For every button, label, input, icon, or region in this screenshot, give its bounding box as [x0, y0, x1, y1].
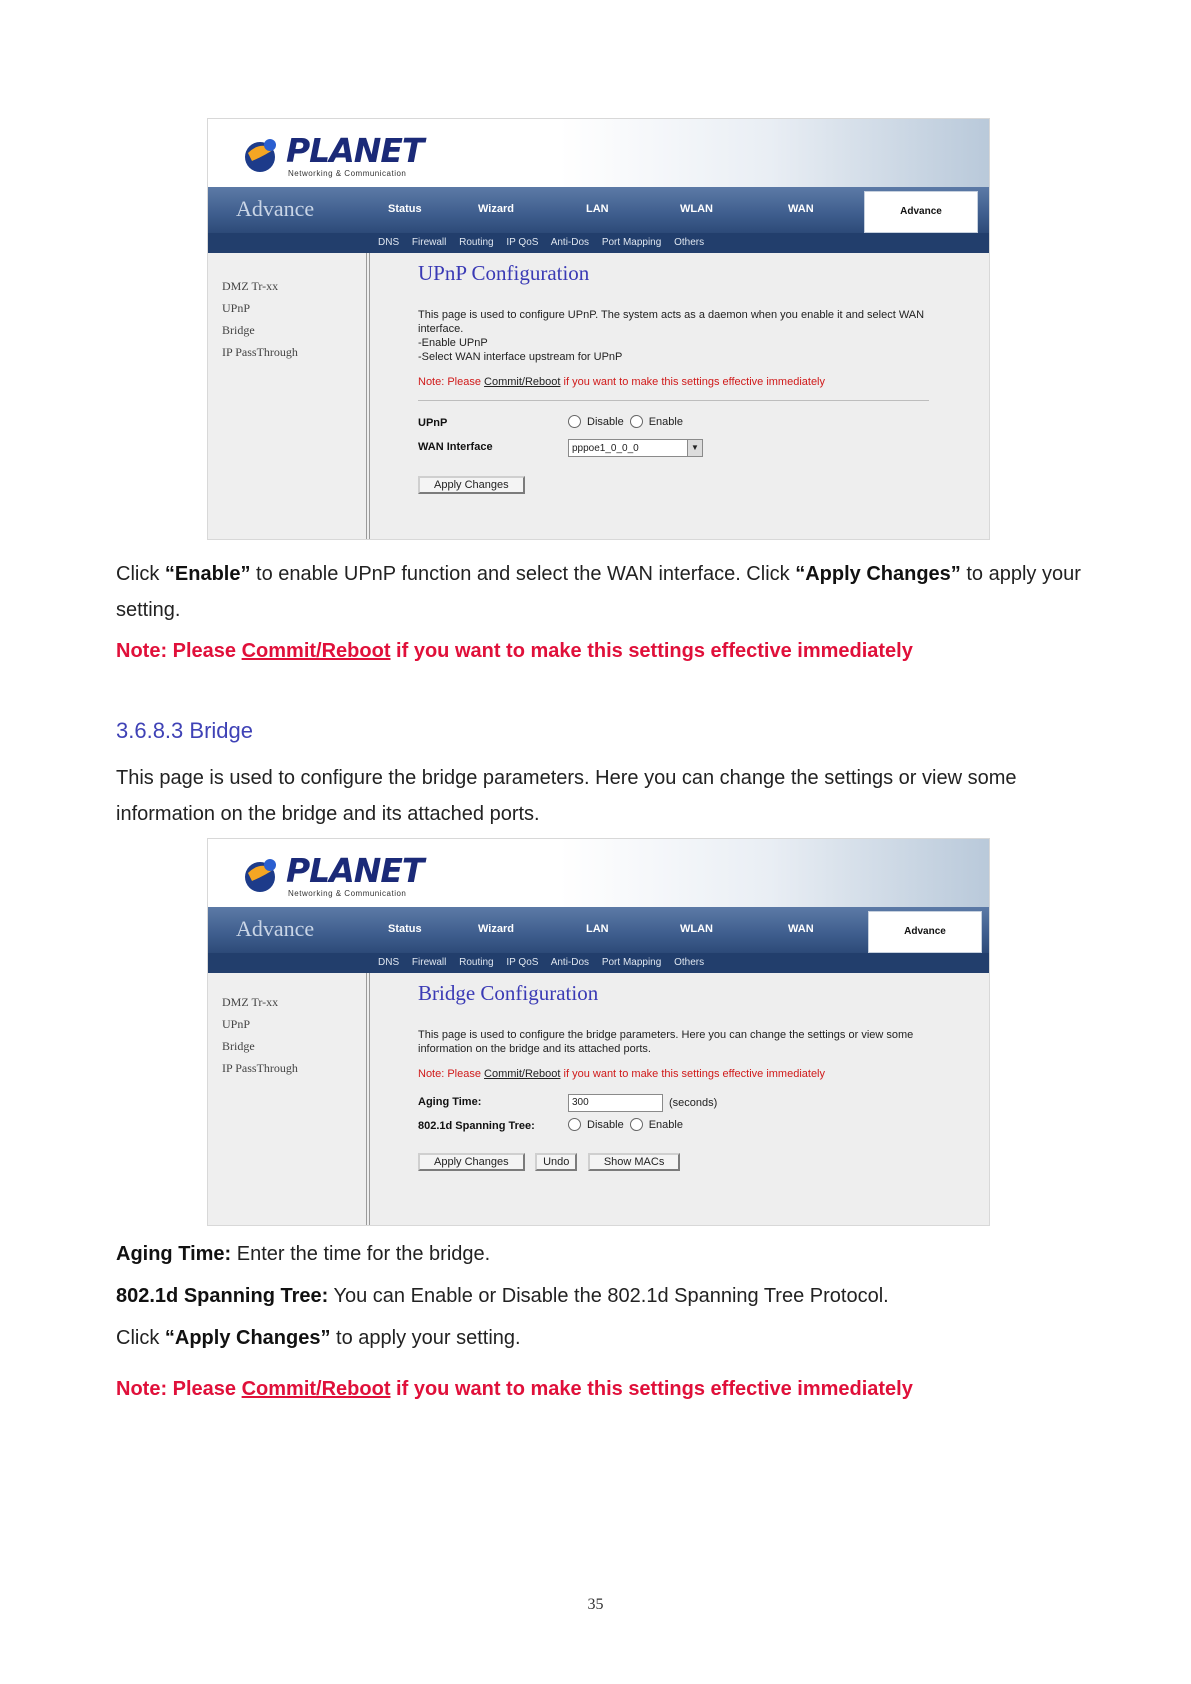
- panel-note: Note: Please Commit/Reboot if you want to make this settings effective immediately: [418, 376, 826, 388]
- tab-wan[interactable]: WAN: [788, 923, 814, 935]
- main-nav: [208, 907, 989, 953]
- sidebar-item-ip-passthrough[interactable]: IP PassThrough: [222, 1061, 298, 1075]
- show-macs-button[interactable]: Show MACs: [588, 1153, 681, 1171]
- section-label: Advance: [236, 916, 315, 941]
- stp-enable-radio[interactable]: [630, 1118, 643, 1131]
- globe-icon: [242, 855, 282, 895]
- subnav-routing[interactable]: Routing: [459, 237, 494, 248]
- sidebar-item-dmz[interactable]: DMZ Tr-xx: [222, 995, 279, 1009]
- tab-wan[interactable]: WAN: [788, 203, 814, 215]
- aging-time-input[interactable]: 300: [568, 1094, 663, 1112]
- content-panel: [418, 261, 929, 494]
- commit-reboot-link[interactable]: Commit/Reboot: [241, 640, 391, 662]
- router-header: [208, 839, 989, 907]
- upnp-instructions: Click “Enable” to enable UPnP function and select the WAN interface. Click “Apply Changes” to apply your setting.: [116, 563, 1081, 621]
- sidebar-item-ip-passthrough[interactable]: IP PassThrough: [222, 345, 298, 359]
- tab-advance[interactable]: Advance: [864, 191, 978, 233]
- planet-logo: [242, 849, 424, 901]
- sidebar-item-upnp[interactable]: UPnP: [222, 301, 251, 315]
- tab-wizard[interactable]: Wizard: [478, 203, 514, 215]
- subnav-routing[interactable]: Routing: [459, 957, 494, 968]
- bridge-screenshot: [207, 838, 990, 1226]
- router-header: [208, 119, 989, 187]
- upnp-note: Note: Please Commit/Reboot if you want to make this settings effective immediately: [116, 640, 913, 662]
- globe-icon: [242, 135, 282, 175]
- bridge-instructions: Aging Time: Enter the time for the bridge. 802.1d Spanning Tree: You can Enable or Disable the 802.1d Spanning Tree Protocol. Click “Apply Changes” to apply your setting.: [116, 1243, 889, 1349]
- sidebar-item-dmz[interactable]: DMZ Tr-xx: [222, 279, 279, 293]
- subnav-firewall[interactable]: Firewall: [411, 237, 447, 248]
- tab-wlan[interactable]: WLAN: [680, 923, 713, 935]
- subnav-firewall[interactable]: Firewall: [411, 957, 447, 968]
- tab-advance[interactable]: Advance: [868, 911, 982, 953]
- aging-time-unit: (seconds): [669, 1097, 718, 1109]
- page-title: Bridge Configuration: [418, 981, 599, 1005]
- panel-note: Note: Please Commit/Reboot if you want to make this settings effective immediately: [418, 1068, 826, 1080]
- subnav-ipqos[interactable]: IP QoS: [506, 957, 539, 968]
- subnav-dns[interactable]: DNS: [378, 957, 400, 968]
- sidebar: [208, 973, 370, 1225]
- bridge-note: Note: Please Commit/Reboot if you want to make this settings effective immediately: [116, 1378, 913, 1400]
- tab-lan[interactable]: LAN: [586, 923, 609, 935]
- upnp-label: UPnP: [418, 417, 448, 429]
- section-intro: This page is used to configure the bridge parameters. Here you can change the settings or view some information on the bridge and its attached ports.: [116, 767, 1017, 825]
- apply-changes-button[interactable]: Apply Changes: [418, 476, 525, 494]
- planet-logo: [242, 129, 424, 181]
- subnav-ipqos[interactable]: IP QoS: [506, 237, 539, 248]
- page-number: 35: [587, 1596, 604, 1613]
- aging-time-label: Aging Time:: [418, 1096, 482, 1108]
- spanning-tree-row: 802.1d Spanning Tree: Disable Enable: [418, 1118, 683, 1132]
- section-heading: 3.6.8.3 Bridge: [116, 718, 253, 743]
- sidebar-item-bridge[interactable]: Bridge: [222, 323, 255, 337]
- upnp-disable-radio[interactable]: [568, 415, 581, 428]
- aging-time-row: [418, 1092, 929, 1116]
- brand-name: PLANET: [286, 131, 424, 170]
- wan-interface-select[interactable]: pppoe1_0_0_0 ▼: [568, 439, 703, 457]
- divider: [418, 400, 929, 401]
- upnp-screenshot: [207, 118, 990, 540]
- commit-reboot-link[interactable]: Commit/Reboot: [241, 1378, 391, 1400]
- brand-tagline: Networking & Communication: [288, 169, 407, 178]
- tab-status[interactable]: Status: [388, 203, 422, 215]
- section-label: Advance: [236, 196, 315, 221]
- content-panel: [418, 981, 929, 1171]
- subnav-others[interactable]: Others: [674, 237, 705, 248]
- chevron-down-icon: ▼: [687, 440, 702, 456]
- subnav-others[interactable]: Others: [674, 957, 705, 968]
- sidebar-item-bridge[interactable]: Bridge: [222, 1039, 255, 1053]
- main-nav: [208, 187, 989, 233]
- sidebar-item-upnp[interactable]: UPnP: [222, 1017, 251, 1031]
- commit-reboot-link[interactable]: Commit/Reboot: [484, 1068, 561, 1080]
- undo-button[interactable]: Undo: [535, 1153, 577, 1171]
- apply-changes-button[interactable]: Apply Changes: [418, 1153, 525, 1171]
- page-description: This page is used to configure UPnP. The system acts as a daemon when you enable it and select WAN interface. -Enable UPnP -Select WAN interface upstream for UPnP: [418, 309, 925, 363]
- stp-disable-radio[interactable]: [568, 1118, 581, 1131]
- sidebar: [208, 253, 370, 539]
- sub-nav: [208, 233, 989, 253]
- tab-lan[interactable]: LAN: [586, 203, 609, 215]
- wan-interface-label: WAN Interface: [418, 441, 493, 453]
- upnp-row: UPnP Disable Enable: [418, 415, 683, 429]
- subnav-antidos[interactable]: Anti-Dos: [550, 957, 590, 968]
- sub-nav: [208, 953, 989, 973]
- subnav-dns[interactable]: DNS: [378, 237, 400, 248]
- brand-name: PLANET: [286, 851, 424, 890]
- page-description: This page is used to configure the bridge parameters. Here you can change the settings or view some information on the bridge and its attached ports.: [418, 1029, 914, 1055]
- subnav-antidos[interactable]: Anti-Dos: [550, 237, 590, 248]
- brand-tagline: Networking & Communication: [288, 889, 407, 898]
- upnp-enable-radio[interactable]: [630, 415, 643, 428]
- subnav-portmapping[interactable]: Port Mapping: [601, 957, 662, 968]
- page-title: UPnP Configuration: [418, 261, 590, 285]
- spanning-tree-label: 802.1d Spanning Tree:: [418, 1120, 535, 1132]
- commit-reboot-link[interactable]: Commit/Reboot: [484, 376, 561, 388]
- tab-wizard[interactable]: Wizard: [478, 923, 514, 935]
- tab-wlan[interactable]: WLAN: [680, 203, 713, 215]
- subnav-portmapping[interactable]: Port Mapping: [601, 237, 662, 248]
- tab-status[interactable]: Status: [388, 923, 422, 935]
- wan-interface-row: [418, 437, 929, 461]
